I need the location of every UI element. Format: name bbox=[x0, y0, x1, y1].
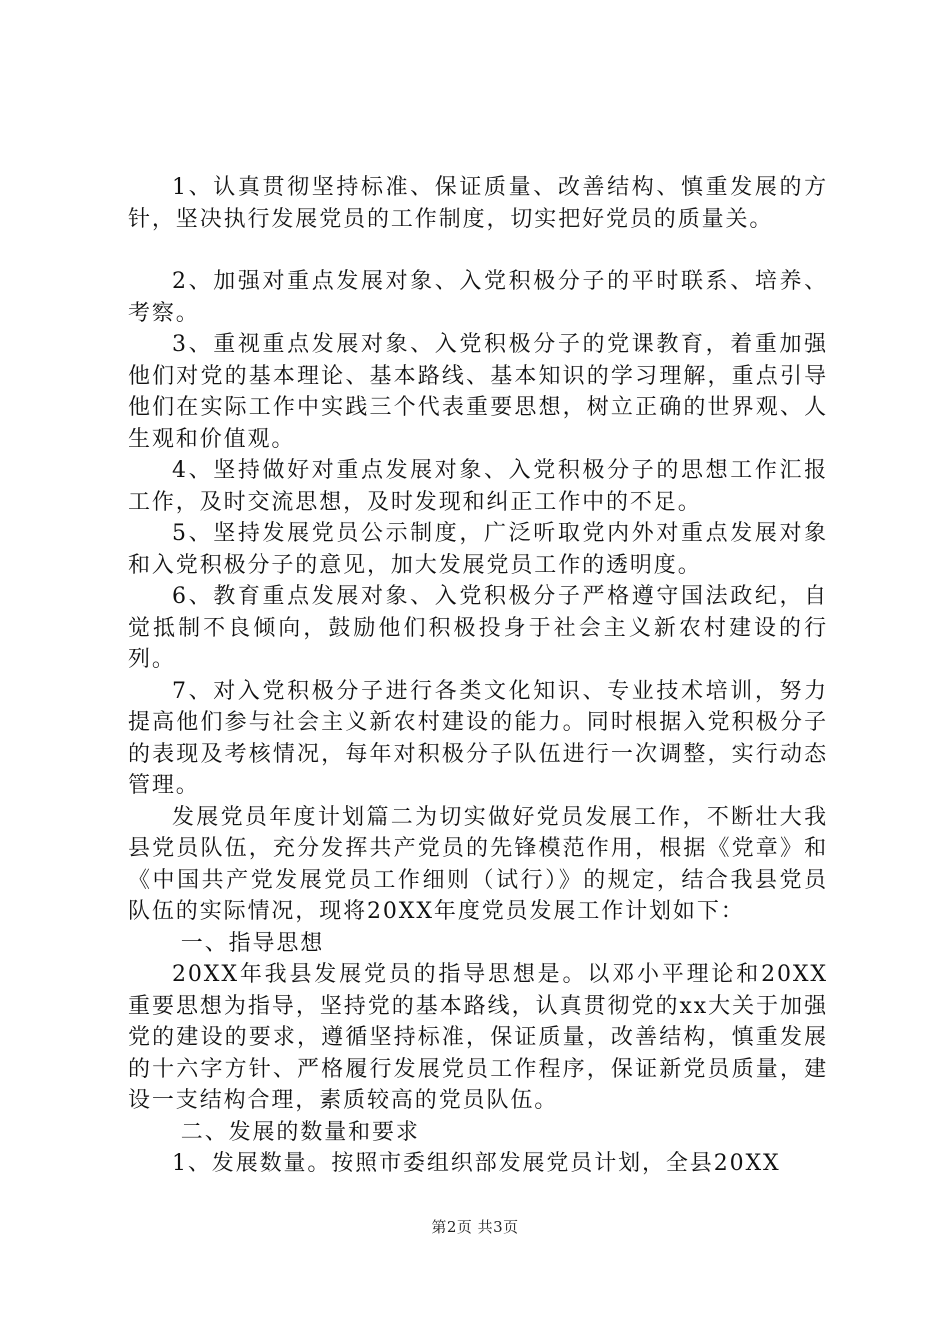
paragraph-item-4: 4、坚持做好对重点发展对象、入党积极分子的思想工作汇报工作，及时交流思想，及时发现和纠正工作中的不足。 bbox=[128, 458, 828, 515]
paragraph-item-5: 5、坚持发展党员公示制度，广泛听取党内外对重点发展对象和入党积极分子的意见，加大发展党员工作的透明度。 bbox=[128, 521, 828, 578]
quantity-paragraph: 1、发展数量。按照市委组织部发展党员计划，全县20XX bbox=[172, 1151, 781, 1176]
paragraph-item-3: 3、重视重点发展对象、入党积极分子的党课教育，着重加强他们对党的基本理论、基本路线、基本知识的学习理解，重点引导他们在实际工作中实践三个代表重要思想，树立正确的世界观、人生观和价值观。 bbox=[128, 332, 828, 452]
plan-intro-paragraph: 发展党员年度计划篇二为切实做好党员发展工作，不断壮大我县党员队伍，充分发挥共产党员的先锋模范作用，根据《党章》和《中国共产党发展党员工作细则（试行）》的规定，结合我县党员队伍的实际情况，现将20XX年度党员发展工作计划如下： bbox=[128, 804, 828, 924]
paragraph-item-1: 1、认真贯彻坚持标准、保证质量、改善结构、慎重发展的方针，坚决执行发展党员的工作制度，切实把好党员的质量关。 bbox=[128, 175, 828, 232]
paragraph-item-6: 6、教育重点发展对象、入党积极分子严格遵守国法政纪，自觉抵制不良倾向，鼓励他们积极投身于社会主义新农村建设的行列。 bbox=[128, 584, 828, 672]
document-body bbox=[128, 172, 828, 1180]
section-heading-guiding-thought: 一、指导思想 bbox=[180, 930, 325, 956]
paragraph-item-2: 2、加强对重点发展对象、入党积极分子的平时联系、培养、考察。 bbox=[128, 269, 828, 326]
section-heading-quantity: 二、发展的数量和要求 bbox=[180, 1119, 420, 1145]
paragraph-item-7: 7、对入党积极分子进行各类文化知识、专业技术培训，努力提高他们参与社会主义新农村建设的能力。同时根据入党积极分子的表现及考核情况，每年对积极分子队伍进行一次调整，实行动态管理。 bbox=[128, 678, 828, 798]
guiding-thought-paragraph: 20XX年我县发展党员的指导思想是。以邓小平理论和20XX重要思想为指导，坚持党的基本路线，认真贯彻党的xx大关于加强党的建设的要求，遵循坚持标准，保证质量，改善结构，慎重发展的十六字方针、严格履行发展党员工作程序，保证新党员质量，建设一支结构合理，素质较高的党员队伍。 bbox=[128, 962, 828, 1113]
page-number-footer: 第2页 共3页 bbox=[431, 1218, 519, 1236]
